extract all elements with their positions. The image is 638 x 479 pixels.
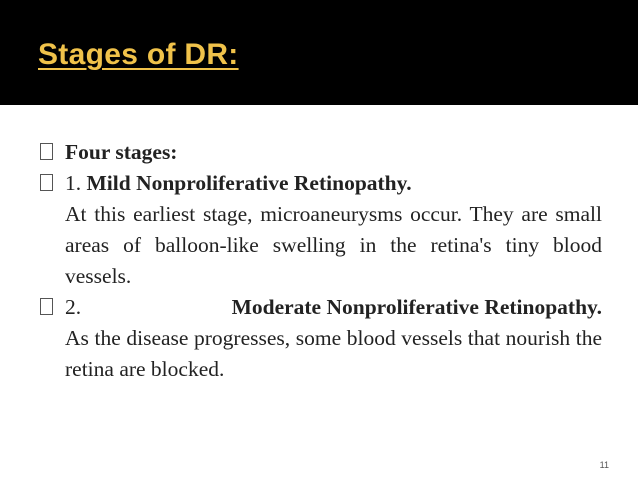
bullet-stage-1 [40, 168, 602, 199]
title-bar [0, 0, 638, 105]
stage-name: Mild Nonproliferative Retinopathy. [86, 171, 412, 195]
slide-title: Stages of DR: [38, 38, 239, 71]
bullet-four-stages [40, 137, 602, 168]
bullet-label [65, 168, 412, 199]
stage-1-description: At this earliest stage, microaneurysms occur. They are small areas of balloon-like swelling in the retina's tiny blood vessels. [65, 202, 602, 288]
stage-number: 2. [65, 295, 82, 319]
bullet-stage-2 [40, 292, 602, 323]
bullet-square-icon [40, 143, 53, 160]
bullet-label [65, 292, 602, 323]
bullet-square-icon [40, 174, 53, 191]
stage-number: 1. [65, 171, 82, 195]
bullet-label: Four stages: [65, 140, 178, 164]
bullet-square-icon [40, 298, 53, 315]
slide-body [40, 137, 602, 385]
stage-name: Moderate Nonproliferative Retinopathy. [231, 295, 602, 319]
page-number: 11 [599, 460, 609, 470]
stage-2-description: As the disease progresses, some blood vessels that nourish the retina are blocked. [65, 326, 602, 381]
